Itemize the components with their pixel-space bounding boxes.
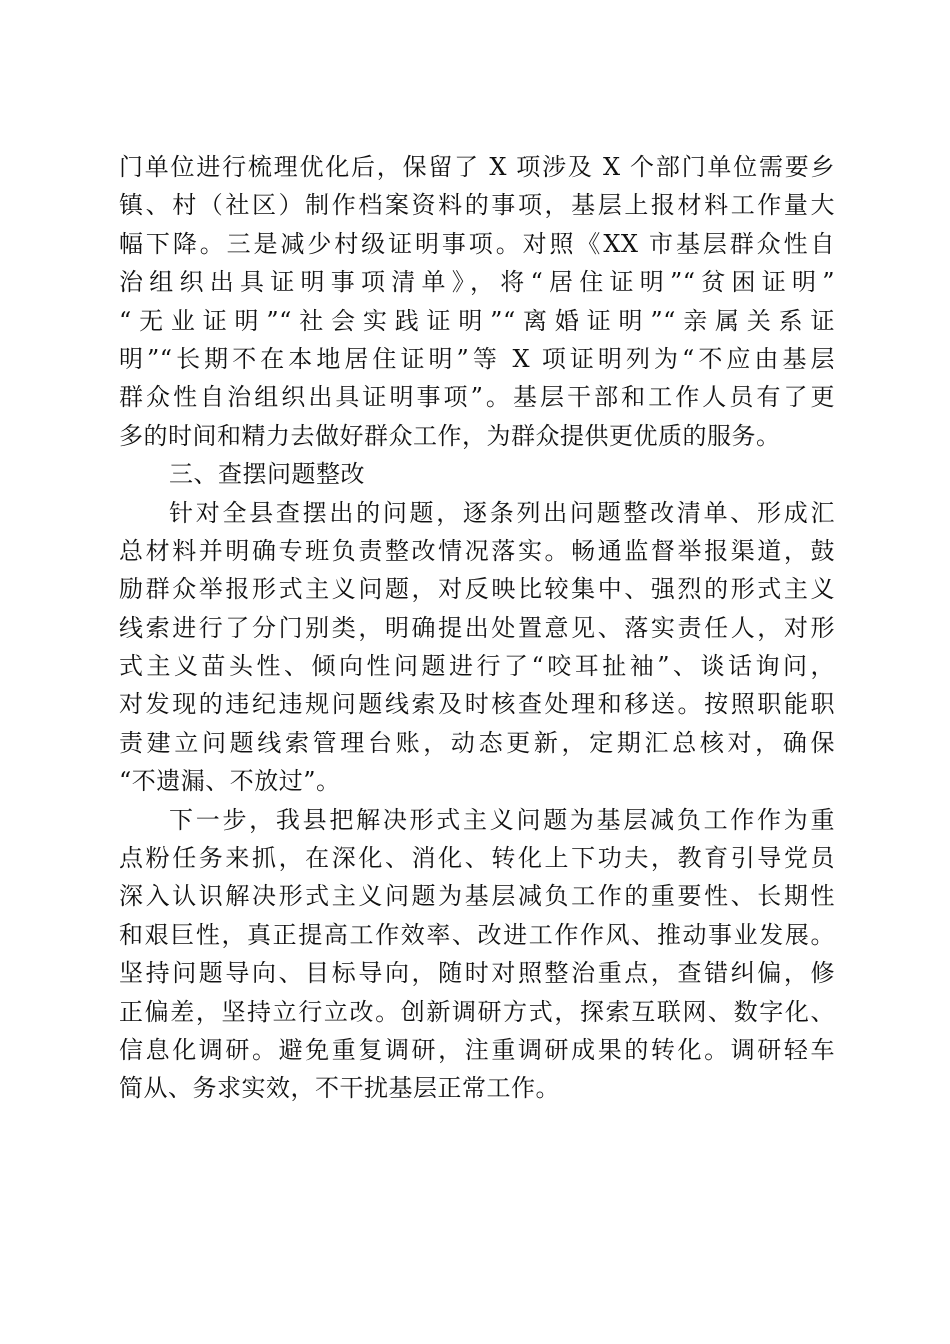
paragraph-line: 对发现的违纪违规问题线索及时核查处理和移送。按照职能职	[119, 690, 835, 719]
paragraph-line: 线索进行了分门别类，明确提出处置意见、落实责任人，对形	[119, 613, 835, 642]
paragraph-line: “无业证明”“社会实践证明”“离婚证明”“亲属关系证	[119, 306, 835, 335]
paragraph-line: 幅下降。三是减少村级证明事项。对照《XX 市基层群众性自	[119, 229, 835, 258]
paragraph-line: 励群众举报形式主义问题，对反映比较集中、强烈的形式主义	[119, 575, 835, 604]
paragraph-line: 点粉任务来抓，在深化、消化、转化上下功夫，教育引导党员	[119, 844, 835, 873]
paragraph-line: 治组织出具证明事项清单》，将“居住证明”“贫困证明”	[119, 268, 835, 297]
paragraph-line: “不遗漏、不放过”。	[119, 767, 341, 796]
paragraph-line: 简从、务求实效，不干扰基层正常工作。	[119, 1074, 560, 1103]
paragraph-line: 门单位进行梳理优化后，保留了 X 项涉及 X 个部门单位需要乡	[119, 153, 835, 181]
paragraph-line: 下一步，我县把解决形式主义问题为基层减负工作作为重	[169, 805, 835, 834]
paragraph-line: 针对全县查摆出的问题，逐条列出问题整改清单、形成汇	[169, 498, 835, 527]
paragraph-line: 总材料并明确专班负责整改情况落实。畅通监督举报渠道，鼓	[119, 536, 835, 565]
paragraph-1	[119, 148, 835, 455]
section-heading: 三、查摆问题整改	[169, 460, 365, 489]
paragraph-line: 明”“长期不在本地居住证明”等 X 项证明列为“不应由基层	[119, 344, 835, 373]
document-body	[119, 148, 835, 1108]
paragraph-line: 镇、村（社区）制作档案资料的事项，基层上报材料工作量大	[119, 191, 835, 220]
paragraph-line: 群众性自治组织出具证明事项”。基层干部和工作人员有了更	[119, 383, 835, 412]
paragraph-line: 和艰巨性，真正提高工作效率、改进工作作风、推动事业发展。	[119, 920, 835, 949]
paragraph-line: 多的时间和精力去做好群众工作，为群众提供更优质的服务。	[119, 421, 781, 450]
paragraph-2	[119, 494, 835, 801]
paragraph-3	[119, 801, 835, 1108]
paragraph-line: 正偏差，坚持立行立改。创新调研方式，探索互联网、数字化、	[119, 997, 835, 1026]
paragraph-line: 深入认识解决形式主义问题为基层减负工作的重要性、长期性	[119, 882, 835, 911]
paragraph-line: 式主义苗头性、倾向性问题进行了“咬耳扯袖”、谈话询问，	[119, 652, 835, 681]
paragraph-line: 信息化调研。避免重复调研，注重调研成果的转化。调研轻车	[119, 1035, 835, 1064]
paragraph-line: 责建立问题线索管理台账，动态更新，定期汇总核对，确保	[119, 728, 835, 757]
paragraph-line: 坚持问题导向、目标导向，随时对照整治重点，查错纠偏，修	[119, 959, 835, 988]
